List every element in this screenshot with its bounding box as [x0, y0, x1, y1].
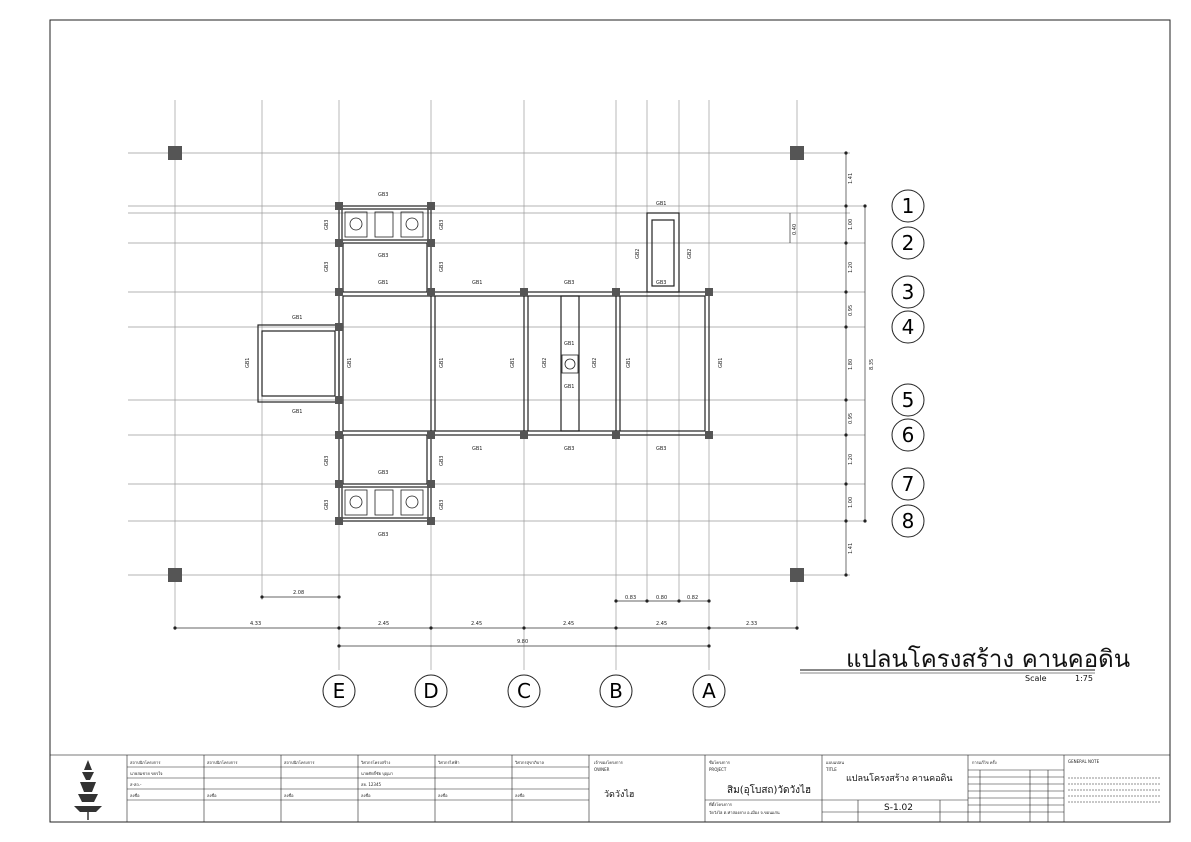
project-cell — [705, 755, 822, 822]
beam-tag: GB2 — [592, 357, 598, 368]
beam-tag: GB3 — [324, 219, 330, 230]
right-dimensions — [790, 151, 875, 576]
dim-label: 2.45 — [563, 621, 575, 627]
scale-label: Scale — [1025, 674, 1047, 683]
sheet-title-cell — [822, 755, 968, 822]
svg-text:นายสมชาย ขจรใจ: นายสมชาย ขจรใจ — [130, 771, 163, 776]
beam-tag: GB1 — [564, 384, 575, 390]
dim-label: 0.95 — [848, 412, 854, 424]
dim-label: 0.40 — [792, 223, 798, 235]
beam-tag: GB3 — [378, 192, 389, 198]
svg-text:A: A — [702, 679, 716, 703]
dim-label: 1.00 — [848, 496, 854, 508]
svg-text:สย. 12345: สย. 12345 — [361, 782, 382, 787]
dim-label: 2.08 — [293, 590, 305, 596]
svg-text:8: 8 — [901, 509, 915, 533]
revision-cell — [968, 755, 1064, 822]
svg-text:วิศวกรโครงสร้าง: วิศวกรโครงสร้าง — [361, 760, 391, 765]
dim-label: 2.33 — [746, 621, 758, 627]
svg-text:สถาปนิกโครงการ: สถาปนิกโครงการ — [284, 760, 315, 765]
svg-text:3: 3 — [901, 280, 915, 304]
grid-bubble-col-c — [508, 675, 540, 707]
dim-label: 0.83 — [625, 595, 637, 601]
bottom-dimensions — [173, 590, 798, 648]
svg-text:ลงชื่อ: ลงชื่อ — [438, 793, 448, 798]
signature-cells — [127, 755, 589, 822]
scale-value: 1:75 — [1075, 674, 1093, 683]
grid-bubble-row-3 — [892, 276, 924, 308]
svg-text:OWNER: OWNER — [594, 767, 610, 772]
svg-text:5: 5 — [901, 388, 915, 412]
horizontal-grid-lines — [128, 153, 865, 575]
beam-tag: GB2 — [687, 248, 693, 259]
dim-label: 1.20 — [848, 261, 854, 273]
svg-text:4: 4 — [901, 315, 915, 339]
svg-text:E: E — [332, 679, 346, 703]
beam-tag: GB2 — [542, 357, 548, 368]
beam-tag: GB1 — [564, 341, 575, 347]
beam-tag: GB1 — [472, 280, 483, 286]
grid-bubble-row-8 — [892, 505, 924, 537]
svg-text:ลงชื่อ: ลงชื่อ — [515, 793, 525, 798]
drawing-title — [800, 645, 1130, 683]
beam-tag: GB1 — [510, 357, 516, 368]
svg-text:B: B — [609, 679, 623, 703]
drawing-title-text: แปลนโครงสร้าง คานคอดิน — [846, 645, 1131, 673]
beam-tag: GB1 — [626, 357, 632, 368]
svg-text:6: 6 — [901, 423, 915, 447]
dim-label: 0.82 — [687, 595, 699, 601]
grid-bubble-col-a — [693, 675, 725, 707]
beam-tag: GB2 — [635, 248, 641, 259]
svg-text:7: 7 — [901, 472, 915, 496]
grid-bubble-row-6 — [892, 419, 924, 451]
beam-tag: GB3 — [324, 261, 330, 272]
beam-tag: GB3 — [564, 446, 575, 452]
grid-bubble-col-e — [323, 675, 355, 707]
svg-text:วิศวกรสุขาภิบาล: วิศวกรสุขาภิบาล — [515, 760, 544, 765]
beam-tag: GB1 — [656, 201, 667, 207]
svg-text:ที่ตั้งโครงการ: ที่ตั้งโครงการ — [709, 802, 732, 807]
column-grid-bubbles — [323, 675, 725, 707]
title-block — [50, 755, 1170, 822]
dim-label: 8.35 — [869, 358, 875, 370]
beam-tag: GB1 — [292, 315, 303, 321]
svg-text:ลงชื่อ: ลงชื่อ — [207, 793, 217, 798]
dim-label: 2.45 — [378, 621, 390, 627]
sheet-number: S-1.02 — [884, 803, 913, 813]
dim-label: 1.41 — [848, 172, 854, 184]
grid-bubble-row-2 — [892, 227, 924, 259]
vertical-grid-lines — [175, 100, 797, 670]
beam-tag: GB3 — [324, 499, 330, 510]
grid-bubble-row-5 — [892, 384, 924, 416]
beam-tag: GB1 — [245, 357, 251, 368]
svg-text:PROJECT: PROJECT — [709, 767, 727, 772]
svg-text:2: 2 — [901, 231, 915, 255]
grid-bubble-row-7 — [892, 468, 924, 500]
dim-label: 9.80 — [517, 639, 529, 645]
beam-tag: GB3 — [439, 455, 445, 466]
svg-text:สิม(อุโบสถ)วัดวังไฮ: สิม(อุโบสถ)วัดวังไฮ — [727, 785, 812, 796]
beam-tag: GB3 — [656, 280, 667, 286]
dim-label: 2.45 — [656, 621, 668, 627]
svg-text:ลงชื่อ: ลงชื่อ — [284, 793, 294, 798]
svg-text:สถาปนิกโครงการ: สถาปนิกโครงการ — [207, 760, 238, 765]
beam-tag: GB3 — [439, 219, 445, 230]
svg-text:ลงชื่อ: ลงชื่อ — [361, 793, 371, 798]
grid-bubble-col-d — [415, 675, 447, 707]
dim-label: 1.41 — [848, 542, 854, 554]
svg-text:วัดวังไฮ ต.ท่าสองยาง อ.เมือง จ: วัดวังไฮ ต.ท่าสองยาง อ.เมือง จ.ขอนแก่น — [709, 810, 780, 815]
beam-tag: GB3 — [564, 280, 575, 286]
beam-plan — [258, 202, 713, 525]
grid-bubble-row-1 — [892, 190, 924, 222]
beam-tag: GB1 — [439, 357, 445, 368]
dim-label: 0.80 — [656, 595, 668, 601]
beam-tag: GB1 — [292, 409, 303, 415]
beam-tag: GB3 — [656, 446, 667, 452]
grid-bubble-col-b — [600, 675, 632, 707]
svg-text:นายศักดิ์ชัย บุญมา: นายศักดิ์ชัย บุญมา — [361, 771, 394, 776]
temple-logo-icon — [74, 760, 102, 820]
svg-text:แบบแปลน: แบบแปลน — [826, 760, 844, 765]
general-note-cell — [1068, 759, 1160, 802]
svg-text:TITLE: TITLE — [826, 767, 837, 772]
svg-text:D: D — [423, 679, 439, 703]
dim-label: 1.20 — [848, 453, 854, 465]
svg-text:ลงชื่อ: ลงชื่อ — [130, 793, 140, 798]
svg-text:เจ้าของโครงการ: เจ้าของโครงการ — [594, 760, 623, 765]
svg-text:สถาปนิกโครงการ: สถาปนิกโครงการ — [130, 760, 161, 765]
beam-tag: GB3 — [378, 532, 389, 538]
svg-text:การแก้ไข ครั้ง: การแก้ไข ครั้ง — [972, 760, 997, 765]
dim-label: 2.45 — [471, 621, 483, 627]
svg-text:1: 1 — [901, 194, 915, 218]
beam-tag: GB1 — [347, 357, 353, 368]
dim-label: 0.95 — [848, 304, 854, 316]
beam-tag: GB3 — [324, 455, 330, 466]
svg-text:ส-สถ.-: ส-สถ.- — [130, 782, 142, 787]
beam-tag: GB1 — [378, 280, 389, 286]
beam-tag: GB3 — [439, 499, 445, 510]
svg-text:วัดวังไฮ: วัดวังไฮ — [604, 790, 635, 800]
svg-text:วิศวกรไฟฟ้า: วิศวกรไฟฟ้า — [438, 760, 460, 765]
owner-cell — [594, 755, 705, 822]
row-grid-bubbles — [892, 190, 924, 537]
beam-tag: GB3 — [378, 253, 389, 259]
dim-label: 1.80 — [848, 358, 854, 370]
grid-bubble-row-4 — [892, 311, 924, 343]
svg-text:GENERAL NOTE: GENERAL NOTE — [1068, 759, 1100, 764]
beam-tag: GB3 — [378, 470, 389, 476]
svg-text:ชื่อโครงการ: ชื่อโครงการ — [709, 760, 730, 765]
svg-text:แปลนโครงสร้าง คานคอดิน: แปลนโครงสร้าง คานคอดิน — [846, 774, 953, 784]
dim-label: 4.33 — [250, 621, 262, 627]
beam-tag: GB3 — [439, 261, 445, 272]
dim-label: 1.00 — [848, 218, 854, 230]
svg-text:C: C — [517, 679, 531, 703]
beam-tag: GB1 — [718, 357, 724, 368]
beam-tag: GB1 — [472, 446, 483, 452]
